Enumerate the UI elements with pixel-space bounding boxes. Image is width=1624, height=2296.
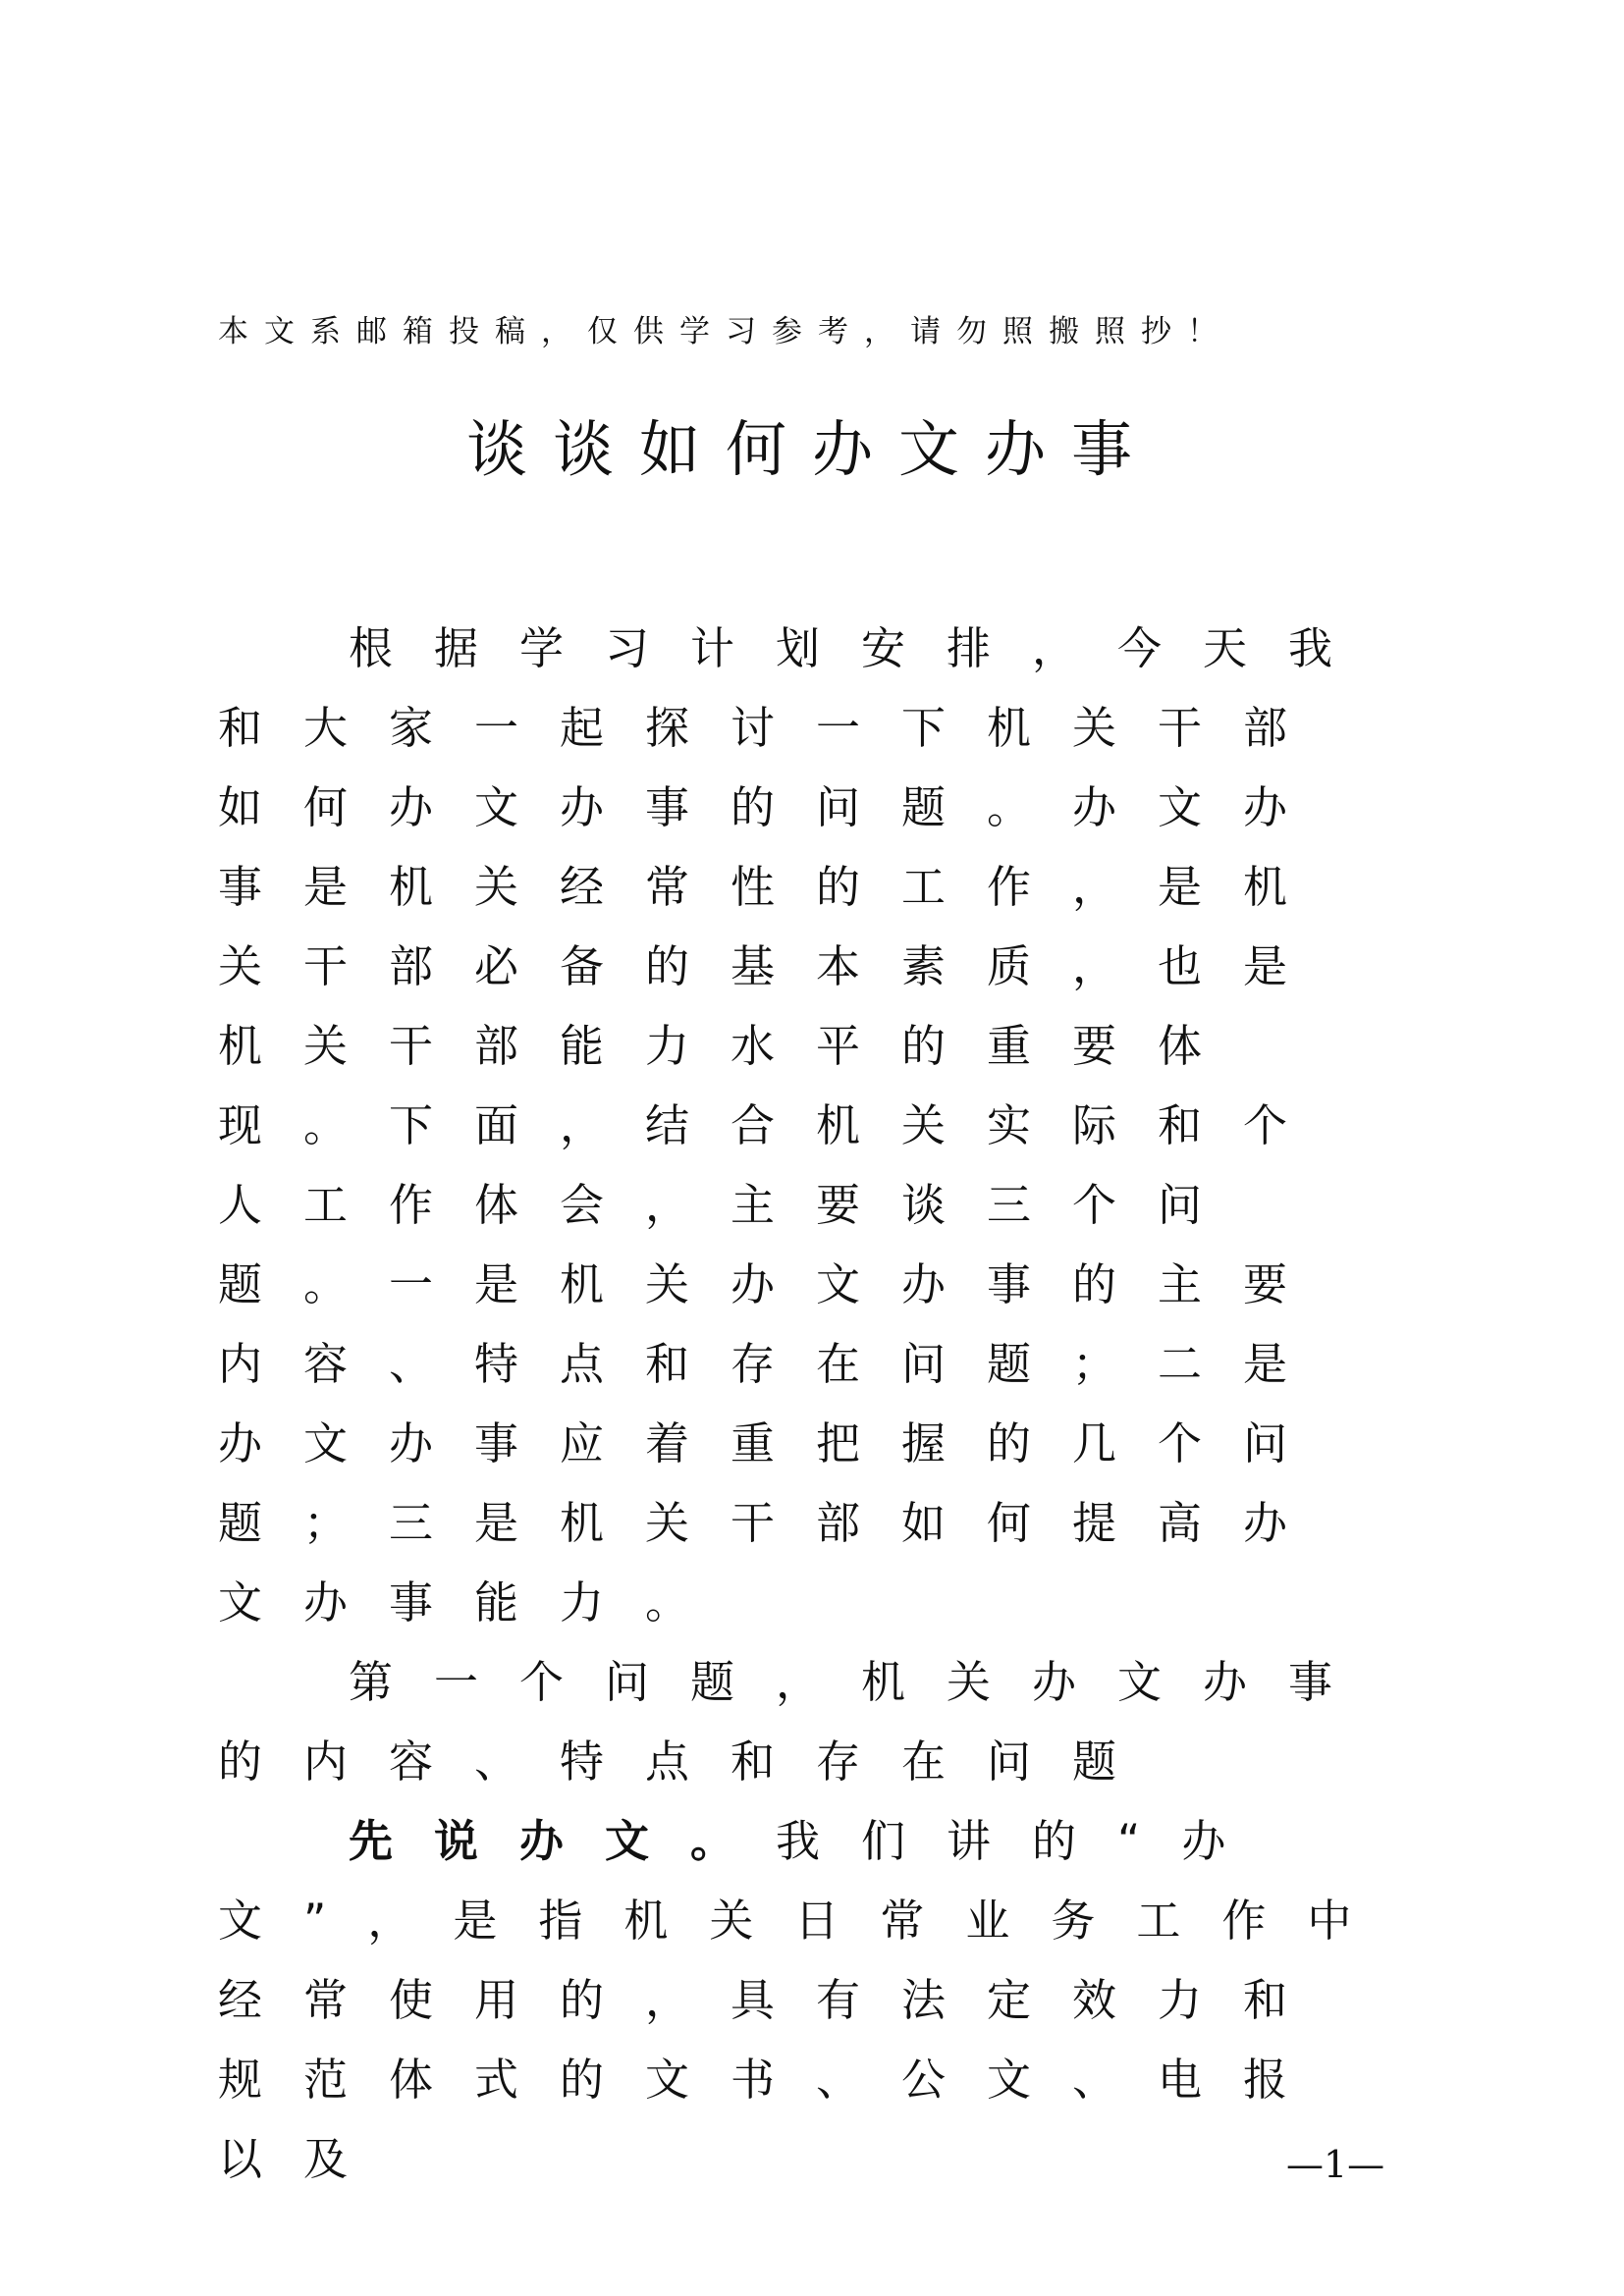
- paragraph-intro: [218, 609, 1396, 1642]
- paragraph-banwen-text: 我们讲的“办文”，是指机关日常业务工作中经常使用的，具有法定效力和规范体式的文书、公文、电报以及: [218, 1815, 1393, 2185]
- section-heading-text: 第一个问题，机关办文办事的内容、特点和存在问题: [218, 1656, 1375, 1788]
- page-number: —1—: [1286, 2143, 1385, 2186]
- body-text: [218, 609, 1396, 2199]
- paragraph-lead-bold: 先说办文。: [349, 1815, 777, 1867]
- paragraph-section-heading: [218, 1642, 1396, 1801]
- disclaimer-notice: 本文系邮箱投稿，仅供学习参考，请勿照搬照抄！: [218, 314, 1233, 349]
- paragraph-intro-text: 根据学习计划安排，今天我和大家一起探讨一下机关干部如何办文办事的问题。办文办事是机关经常性的工作，是机关干部必备的基本素质，也是机关干部能力水平的重要体现。下面，结合机关实际和个人工作体会，主要谈三个问题。一是机关办文办事的主要内容、特点和存在问题；二是办文办事应着重把握的几个问题；三是机关干部如何提高办文办事能力。: [218, 622, 1375, 1629]
- paragraph-banwen: [218, 1801, 1396, 2199]
- document-title: 谈谈如何办文办事: [465, 413, 1158, 485]
